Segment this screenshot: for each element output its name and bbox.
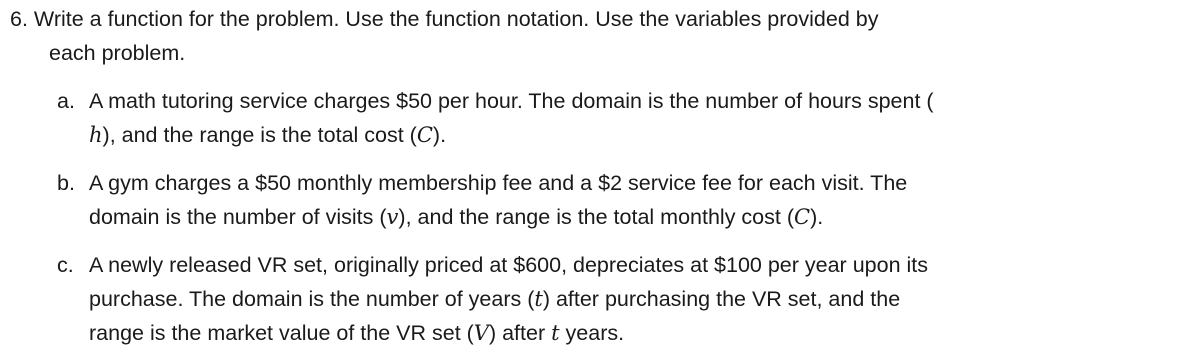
question-text-line-1: Write a function for the problem. Use the function notation. Use the variables provided by — [33, 7, 879, 31]
item-a-label: a. — [57, 89, 75, 113]
item-b-line-2-pre: domain is the number of visits ( — [89, 205, 387, 229]
item-b-label: b. — [57, 171, 75, 195]
question-line-1 — [10, 9, 878, 31]
item-c-line-3-mid: ) after — [488, 321, 552, 345]
item-c-line-3-end: years. — [559, 321, 625, 345]
variable-v: v — [386, 205, 399, 229]
variable-v-upper: V — [473, 321, 489, 345]
question-text-line-2: each problem. — [49, 41, 186, 65]
item-c-line-2-end: ) after purchasing the VR set, and the — [542, 287, 901, 311]
variable-h: h — [89, 123, 103, 147]
variable-c: C — [794, 205, 811, 229]
variable-t: t — [534, 287, 543, 311]
item-b-line-1: A gym charges a $50 monthly membership fee and a $2 service fee for each visit. The — [89, 171, 908, 195]
question-number: 6. — [10, 7, 28, 31]
item-a-line-2-mid: ), and the range is the total cost ( — [102, 123, 417, 147]
item-c-line-2 — [89, 289, 900, 311]
item-b-line-2-mid: ), and the range is the total monthly cost ( — [398, 205, 794, 229]
item-c-line-3 — [89, 323, 624, 345]
item-b-line-2-end: ). — [810, 205, 824, 229]
variable-t: t — [551, 321, 560, 345]
item-a-line-2 — [89, 125, 446, 147]
item-a-line-1: A math tutoring service charges $50 per hour. The domain is the number of hours spent ( — [89, 89, 934, 113]
item-c-label: c. — [57, 253, 74, 277]
item-c-line-3-pre: range is the market value of the VR set ( — [89, 321, 474, 345]
variable-c: C — [416, 123, 433, 147]
item-c-line-2-pre: purchase. The domain is the number of years ( — [89, 287, 535, 311]
item-a-line-2-end: ). — [432, 123, 447, 147]
item-b-line-2 — [89, 207, 823, 229]
item-c-line-1: A newly released VR set, originally priced at $600, depreciates at $100 per year upon its — [89, 253, 928, 277]
